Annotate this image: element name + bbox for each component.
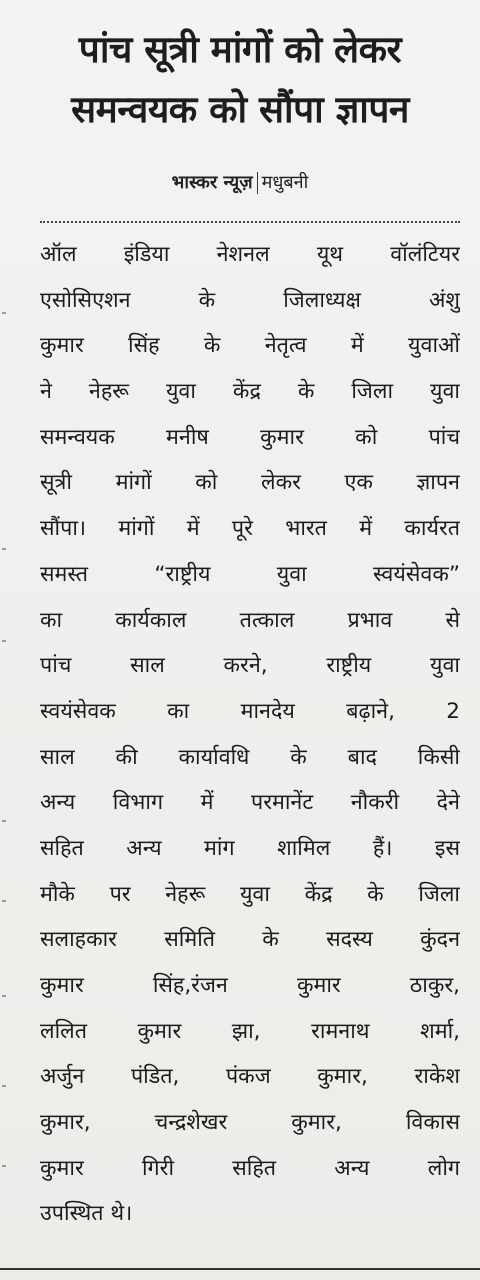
article-line: का कार्यकाल तत्काल प्रभाव से [40,607,460,633]
article-line: पांच साल करने, राष्ट्रीय युवा [40,653,460,679]
article-line: कुमार गिरी सहित अन्य लोग [40,1155,460,1181]
article-line: सूत्री मांगों को लेकर एक ज्ञापन [40,470,460,496]
headline-line-2: समन्वयक को सौंपा ज्ञापन [71,88,409,131]
article-line: अन्य विभाग में परमानेंट नौकरी देने [40,790,460,816]
article-line: साल की कार्यावधि के बाद किसी [40,744,460,770]
article-line: समस्त “राष्ट्रीय युवा स्वयंसेवक” [40,561,460,587]
article-line: अर्जुन पंडित, पंकज कुमार, राकेश [40,1064,460,1090]
article-line: उपस्थित थे। [40,1201,133,1227]
news-agency: भास्कर न्यूज़ [171,172,253,193]
article-line: सौंपा। मांगों में पूरे भारत में कार्यरत [40,516,460,542]
article-line: सहित अन्य मांग शामिल हैं। इस [40,835,460,861]
article-line: मौके पर नेहरू युवा केंद्र के जिला [40,881,460,907]
article-line: ऑल इंडिया नेशनल यूथ वॉलंटियर [40,242,460,267]
dateline-place: मधुबनी [261,172,309,193]
headline-line-1: पांच सूत्री मांगों को लेकर [78,28,402,71]
article-line: कुमार सिंह,रंजन कुमार ठाकुर, [40,973,460,998]
article-headline [20,20,460,140]
article-body [40,232,460,1237]
article-line: स्वयंसेवक का मानदेय बढ़ाने, 2 [40,698,460,724]
article-line: एसोसिएशन के जिलाध्यक्ष अंशु [40,287,460,313]
byline-divider [257,172,258,194]
bottom-border [0,1268,480,1270]
article-line: ने नेहरू युवा केंद्र के जिला युवा [40,379,460,405]
article-line: ललित कुमार झा, रामनाथ शर्मा, [40,1018,460,1044]
dotted-separator [40,221,460,223]
article-line: कुमार सिंह के नेतृत्व में युवाओं [40,333,460,359]
article-line: कुमार, चन्द्रशेखर कुमार, विकास [40,1110,460,1136]
article-line: सलाहकार समिति के सदस्य कुंदन [40,927,460,953]
byline [0,170,480,196]
article-line: समन्वयक मनीष कुमार को पांच [40,424,460,450]
